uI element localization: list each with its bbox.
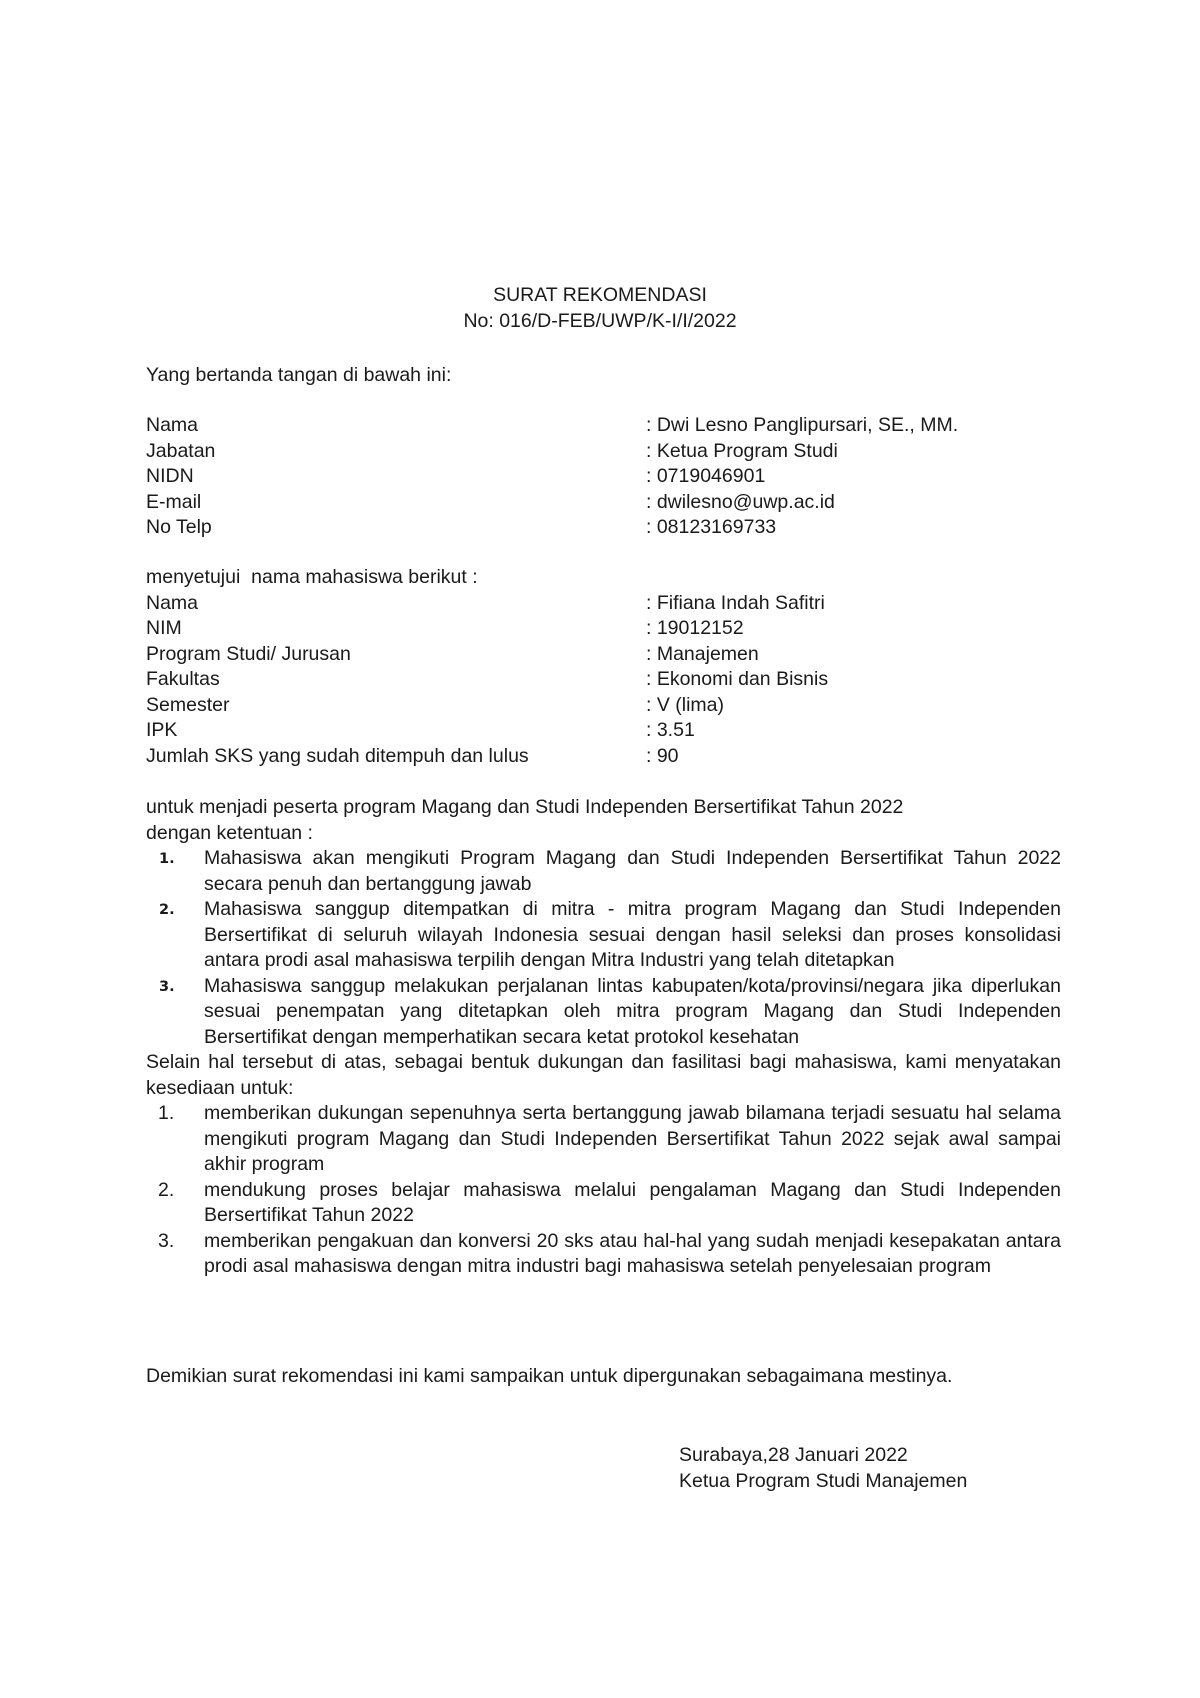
signer-label: Nama bbox=[146, 414, 199, 436]
student-value: : 19012152 bbox=[646, 617, 744, 639]
list-marker: 1. bbox=[159, 851, 175, 867]
student-label: Program Studi/ Jurusan bbox=[146, 642, 351, 665]
student-value: : Ekonomi dan Bisnis bbox=[646, 668, 829, 690]
signer-row bbox=[146, 439, 1061, 465]
purpose-line: untuk menjadi peserta program Magang dan Studi Independen Bersertifikat Tahun 2022 bbox=[146, 796, 904, 818]
list-text: memberikan pengakuan dan konversi 20 sks atau hal-hal yang sudah menjadi kesepakatan antara prodi asal mahasiswa dengan mitra industri bagi mahasiswa setelah penyelesaian program bbox=[204, 1229, 1061, 1277]
student-value: : 90 bbox=[646, 744, 679, 767]
conditions-list bbox=[146, 846, 1061, 1050]
student-row bbox=[146, 591, 1061, 617]
signer-row bbox=[146, 515, 1061, 541]
signer-value: : 0719046901 bbox=[646, 465, 766, 487]
student-value: : Manajemen bbox=[646, 642, 759, 665]
student-value: : Fifiana Indah Safitri bbox=[646, 591, 825, 614]
intro-text: Yang bertanda tangan di bawah ini: bbox=[146, 364, 452, 386]
signer-value: : Dwi Lesno Panglipursari, SE., MM. bbox=[646, 414, 959, 436]
list-item bbox=[146, 1178, 1061, 1229]
student-value: : 3.51 bbox=[646, 719, 695, 741]
list-text: memberikan dukungan sepenuhnya serta bertanggung jawab bilamana terjadi sesuatu hal selama mengikuti program Magang dan Studi Independen Bersertifikat Tahun 2022 sejak awal sampai akhir program bbox=[204, 1102, 1061, 1175]
signer-label: NIDN bbox=[146, 465, 194, 487]
commitments-list bbox=[146, 1101, 1061, 1280]
signer-row bbox=[146, 413, 1061, 439]
student-intro: menyetujui nama mahasiswa berikut : bbox=[146, 566, 478, 588]
student-label: Fakultas bbox=[146, 668, 220, 690]
student-details bbox=[146, 565, 1061, 769]
list-marker: 2. bbox=[158, 1178, 175, 1201]
student-label: NIM bbox=[146, 617, 182, 639]
list-text: Mahasiswa sanggup ditempatkan di mitra - mitra program Magang dan Studi Independen Bersertifikat di seluruh wilayah Indonesia sesuai dengan hasil seleksi dan proses konsolidasi antara prodi asal mahasiswa terpilih dengan Mitra Industri yang telah ditetapkan bbox=[204, 898, 1061, 971]
list-marker: 2. bbox=[159, 902, 175, 918]
list-item bbox=[146, 897, 1061, 974]
student-row bbox=[146, 642, 1061, 668]
list-marker: 1. bbox=[158, 1102, 175, 1124]
list-marker: 3. bbox=[159, 978, 175, 995]
student-row bbox=[146, 718, 1061, 744]
list-item bbox=[146, 1101, 1061, 1178]
student-row bbox=[146, 616, 1061, 642]
student-label: Semester bbox=[146, 693, 230, 716]
letter-title: SURAT REKOMENDASI bbox=[493, 284, 707, 306]
signer-title: Ketua Program Studi Manajemen bbox=[679, 1469, 968, 1492]
list-text: Mahasiswa akan mengikuti Program Magang dan Studi Independen Bersertifikat Tahun 2022 secara penuh dan bertanggung jawab bbox=[204, 847, 1061, 895]
signer-label: Jabatan bbox=[146, 439, 216, 462]
letter-header bbox=[0, 283, 1200, 334]
list-item bbox=[146, 974, 1061, 1051]
student-row bbox=[146, 693, 1061, 719]
student-label: IPK bbox=[146, 719, 178, 741]
purpose-line: dengan ketentuan : bbox=[146, 821, 313, 844]
list-item bbox=[146, 846, 1061, 897]
student-row bbox=[146, 744, 1061, 770]
student-label: Jumlah SKS yang sudah ditempuh dan lulus bbox=[146, 744, 529, 767]
signer-row bbox=[146, 464, 1061, 490]
signer-label: E-mail bbox=[146, 490, 202, 513]
closing-paragraph: Demikian surat rekomendasi ini kami sampaikan untuk dipergunakan sebagaimana mestinya. bbox=[146, 1365, 953, 1387]
signer-value: : 08123169733 bbox=[646, 516, 777, 538]
signer-value: : Ketua Program Studi bbox=[646, 439, 838, 462]
list-text: mendukung proses belajar mahasiswa melalui pengalaman Magang dan Studi Independen Bersertifikat Tahun 2022 bbox=[204, 1178, 1061, 1226]
signature-block bbox=[679, 1443, 967, 1494]
signer-label: No Telp bbox=[146, 516, 212, 538]
student-label: Nama bbox=[146, 591, 199, 614]
student-value: : V (lima) bbox=[646, 693, 724, 716]
signer-details bbox=[146, 413, 1061, 541]
signer-row bbox=[146, 490, 1061, 516]
signer-value: : dwilesno@uwp.ac.id bbox=[646, 490, 835, 513]
list-item bbox=[146, 1229, 1061, 1280]
list-marker: 3. bbox=[158, 1229, 175, 1252]
purpose-section bbox=[146, 795, 1061, 1280]
list-text: Mahasiswa sanggup melakukan perjalanan lintas kabupaten/kota/provinsi/negara jika diperlukan sesuai penempatan yang ditetapkan oleh mitra program Magang dan Studi Independen Bersertifikat dengan memperhatikan secara ketat protokol kesehatan bbox=[204, 974, 1061, 1048]
support-intro: Selain hal tersebut di atas, sebagai bentuk dukungan dan fasilitasi bagi mahasiswa, kami menyatakan kesediaan untuk: bbox=[146, 1051, 1061, 1099]
letter-number: No: 016/D-FEB/UWP/K-I/I/2022 bbox=[463, 309, 737, 332]
student-row bbox=[146, 667, 1061, 693]
place-date: Surabaya,28 Januari 2022 bbox=[679, 1444, 908, 1466]
